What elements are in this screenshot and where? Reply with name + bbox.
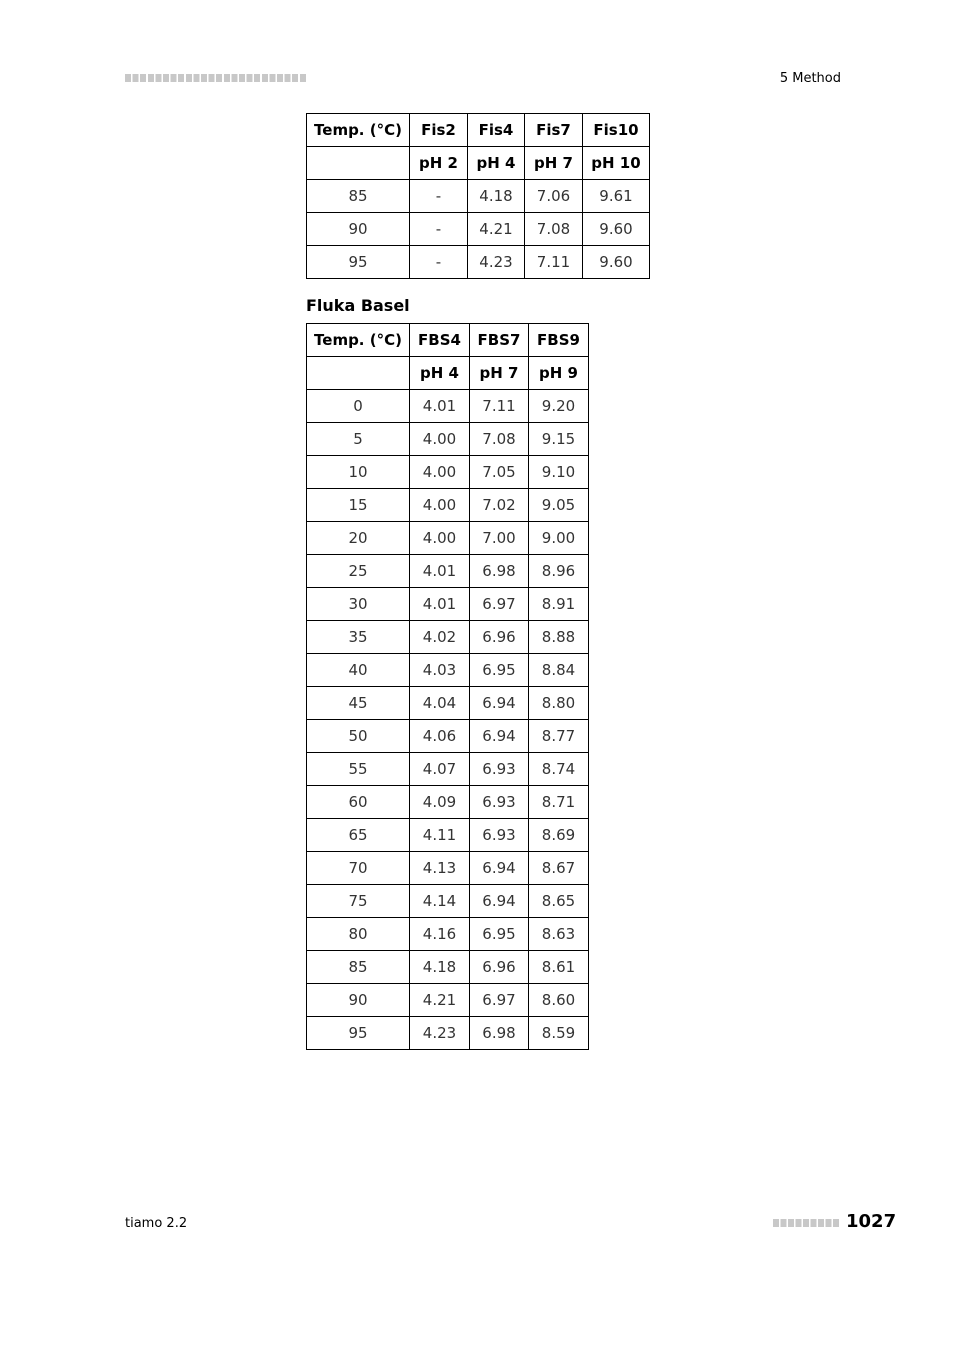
table-cell: 6.95 [470,918,529,951]
table-cell: 8.71 [529,786,589,819]
table-cell: 6.96 [470,621,529,654]
table-cell: 6.94 [470,720,529,753]
fisher-buffer-table [306,113,650,279]
table-cell: 8.80 [529,687,589,720]
table-cell: 6.93 [470,786,529,819]
table-cell: 25 [307,555,410,588]
table-row [307,588,589,621]
table-cell: 10 [307,456,410,489]
subheader-cell: pH 4 [410,357,470,390]
table-row [307,621,589,654]
subheader-cell: pH 9 [529,357,589,390]
table-cell: 40 [307,654,410,687]
table-cell: - [410,180,468,213]
table-row [307,522,589,555]
table-cell: 4.21 [410,984,470,1017]
table-row [307,720,589,753]
table-cell: 4.01 [410,390,470,423]
table-cell: 95 [307,1017,410,1050]
table-cell: - [410,246,468,279]
table-cell: 9.61 [583,180,650,213]
table-cell: 7.02 [470,489,529,522]
table-cell: 4.01 [410,588,470,621]
header-cell: FBS7 [470,324,529,357]
table-header-row [307,324,589,357]
table-cell: 4.18 [410,951,470,984]
table-cell: 8.63 [529,918,589,951]
table-cell: 4.03 [410,654,470,687]
header-cell: Temp. (°C) [307,324,410,357]
table-cell: 4.00 [410,489,470,522]
header-cell: FBS4 [410,324,470,357]
table-cell: 4.18 [468,180,525,213]
table-cell: 8.84 [529,654,589,687]
table-cell: 90 [307,213,410,246]
table-cell: 7.08 [470,423,529,456]
table-row [307,555,589,588]
header-cell: FBS9 [529,324,589,357]
table-cell: 0 [307,390,410,423]
table-cell: 8.96 [529,555,589,588]
table-row [307,687,589,720]
table-cell: 9.00 [529,522,589,555]
table-cell: 6.98 [470,1017,529,1050]
fluka-section-title: Fluka Basel [306,296,410,315]
header-decoration [125,74,307,82]
table-cell: 8.88 [529,621,589,654]
table-cell: 4.00 [410,522,470,555]
table-row [307,918,589,951]
fluka-buffer-table [306,323,589,1050]
table-cell: 6.98 [470,555,529,588]
table-row [307,423,589,456]
table-cell: 7.06 [525,180,583,213]
table-cell: 7.11 [470,390,529,423]
table-cell: - [410,213,468,246]
table-cell: 5 [307,423,410,456]
table-cell: 6.94 [470,885,529,918]
table-cell: 20 [307,522,410,555]
table-subheader-row [307,147,650,180]
table-cell: 9.15 [529,423,589,456]
table-cell: 9.10 [529,456,589,489]
table-cell: 35 [307,621,410,654]
table-row [307,654,589,687]
table-cell: 8.69 [529,819,589,852]
header-cell: Fis4 [468,114,525,147]
table-row [307,1017,589,1050]
table-cell: 4.11 [410,819,470,852]
table-cell: 4.00 [410,456,470,489]
table-cell: 80 [307,918,410,951]
table-row [307,489,589,522]
table-cell: 70 [307,852,410,885]
header-cell: Fis10 [583,114,650,147]
table-cell: 4.14 [410,885,470,918]
table-cell: 95 [307,246,410,279]
table-cell: 8.60 [529,984,589,1017]
table-row [307,213,650,246]
table-cell: 7.00 [470,522,529,555]
table-cell: 85 [307,180,410,213]
table-cell: 6.93 [470,819,529,852]
table-row [307,852,589,885]
table-cell: 4.23 [468,246,525,279]
table-row [307,390,589,423]
table-row [307,984,589,1017]
header-cell: Fis2 [410,114,468,147]
table-row [307,246,650,279]
subheader-cell: pH 7 [470,357,529,390]
table-row [307,951,589,984]
table-cell: 9.20 [529,390,589,423]
table-row [307,786,589,819]
table-cell: 4.13 [410,852,470,885]
table-cell: 15 [307,489,410,522]
table-cell: 8.77 [529,720,589,753]
table-cell: 45 [307,687,410,720]
table-cell: 4.02 [410,621,470,654]
table-cell: 7.11 [525,246,583,279]
table-cell: 75 [307,885,410,918]
table-cell: 7.08 [525,213,583,246]
header-cell: Temp. (°C) [307,114,410,147]
table-cell: 6.97 [470,984,529,1017]
table-cell: 9.60 [583,246,650,279]
table-cell: 4.16 [410,918,470,951]
subheader-cell: pH 7 [525,147,583,180]
table-cell: 60 [307,786,410,819]
table-cell: 7.05 [470,456,529,489]
table-cell: 6.94 [470,852,529,885]
table-cell: 4.04 [410,687,470,720]
table-row [307,456,589,489]
table-cell: 8.61 [529,951,589,984]
table-cell: 6.94 [470,687,529,720]
subheader-cell [307,147,410,180]
table-cell: 4.07 [410,753,470,786]
table-cell: 8.91 [529,588,589,621]
table-row [307,753,589,786]
table-header-row [307,114,650,147]
table-cell: 6.93 [470,753,529,786]
subheader-cell: pH 10 [583,147,650,180]
table-cell: 6.97 [470,588,529,621]
table-row [307,885,589,918]
table-cell: 6.96 [470,951,529,984]
table-cell: 4.09 [410,786,470,819]
table-cell: 8.74 [529,753,589,786]
table-subheader-row [307,357,589,390]
table-cell: 4.06 [410,720,470,753]
header-section-title: 5 Method [779,71,841,86]
table-cell: 9.60 [583,213,650,246]
table-cell: 4.21 [468,213,525,246]
table-cell: 4.23 [410,1017,470,1050]
table-cell: 30 [307,588,410,621]
footer-decoration [773,1219,839,1227]
table-cell: 4.01 [410,555,470,588]
footer-product-name: tiamo 2.2 [125,1216,188,1231]
header-cell: Fis7 [525,114,583,147]
table-cell: 8.59 [529,1017,589,1050]
table-cell: 8.65 [529,885,589,918]
table-cell: 90 [307,984,410,1017]
page-number: 1027 [846,1211,897,1232]
table-cell: 8.67 [529,852,589,885]
table-cell: 9.05 [529,489,589,522]
subheader-cell: pH 4 [468,147,525,180]
subheader-cell: pH 2 [410,147,468,180]
table-cell: 4.00 [410,423,470,456]
table-row [307,819,589,852]
table-cell: 50 [307,720,410,753]
table-cell: 65 [307,819,410,852]
table-cell: 55 [307,753,410,786]
subheader-cell [307,357,410,390]
table-cell: 6.95 [470,654,529,687]
table-row [307,180,650,213]
table-cell: 85 [307,951,410,984]
